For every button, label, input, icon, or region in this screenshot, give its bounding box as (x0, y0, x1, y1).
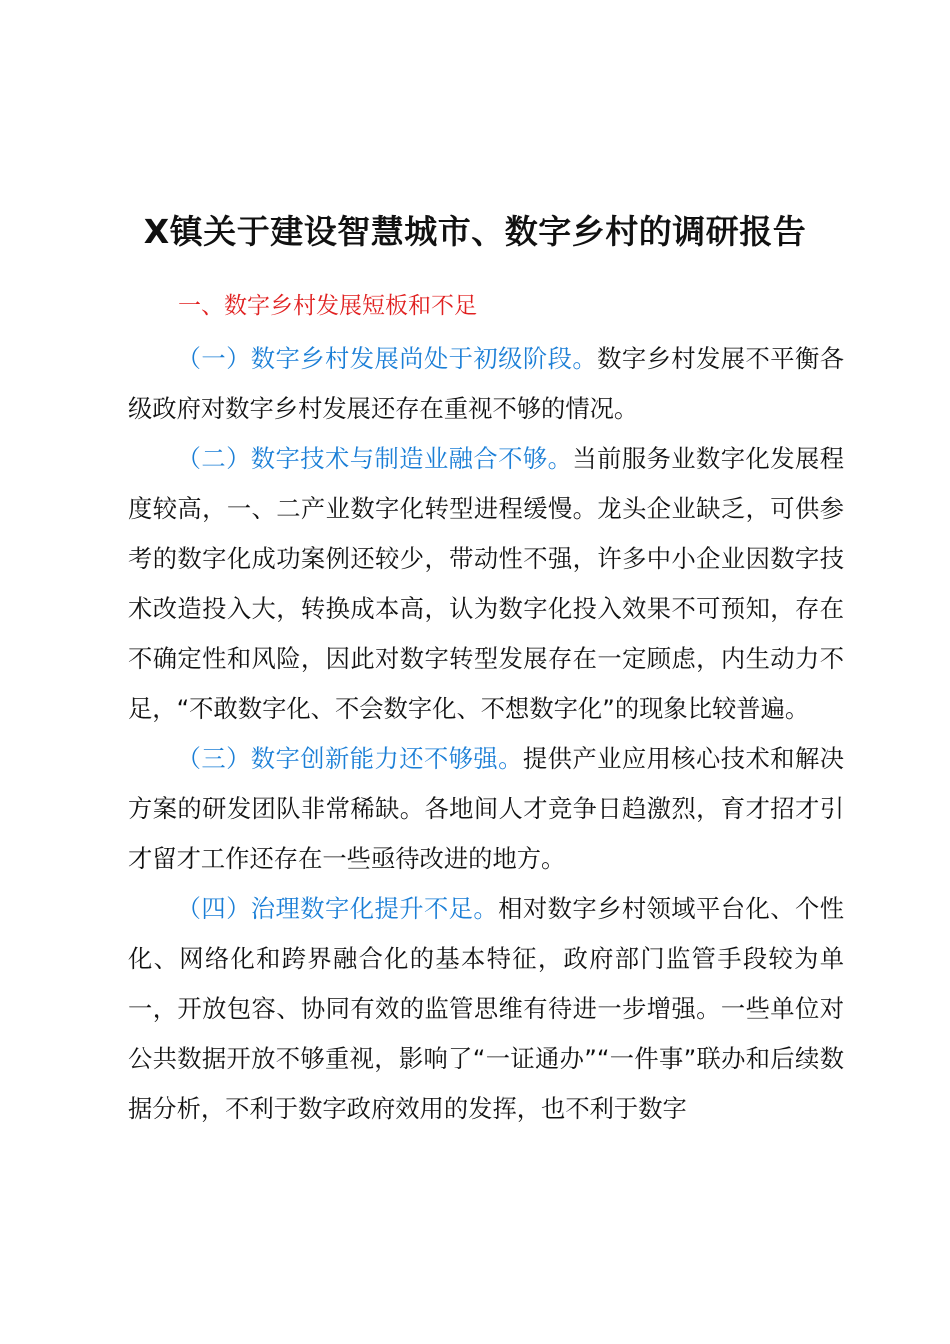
paragraph-3 (128, 734, 844, 884)
paragraph-3-text: 提供产业应用核心技术和解决方案的研发团队非常稀缺。各地间人才竞争日趋激烈，育才招才引才留才工作还存在一些亟待改进的地方。 (128, 744, 845, 873)
paragraph-1 (128, 334, 844, 434)
paragraph-2 (128, 434, 844, 734)
section-heading: 一、数字乡村发展短板和不足 (178, 293, 477, 319)
paragraph-4 (128, 884, 844, 1134)
document-body (128, 334, 844, 1134)
subheading-2: （二）数字技术与制造业融合不够。 (176, 444, 573, 473)
subheading-4: （四）治理数字化提升不足。 (176, 894, 499, 923)
subheading-3: （三）数字创新能力还不够强。 (176, 744, 523, 773)
paragraph-4-text: 相对数字乡村领域平台化、个性化、网络化和跨界融合化的基本特征，政府部门监管手段较为单一，开放包容、协同有效的监管思维有待进一步增强。一些单位对公共数据开放不够重视，影响了“一证通办”“一件事”联办和后续数据分析，不利于数字政府效用的发挥，也不利于数字 (128, 894, 845, 1123)
paragraph-2-text: 当前服务业数字化发展程度较高，一、二产业数字化转型进程缓慢。龙头企业缺乏，可供参考的数字化成功案例还较少，带动性不强，许多中小企业因数字技术改造投入大，转换成本高，认为数字化投入效果不可预知，存在不确定性和风险，因此对数字转型发展存在一定顾虑，内生动力不足，“不敢数字化、不会数字化、不想数字化”的现象比较普遍。 (128, 444, 845, 723)
paragraph-1-text: 数字乡村发展不平衡各级政府对数字乡村发展还存在重视不够的情况。 (128, 344, 845, 423)
document-title: X镇关于建设智慧城市、数字乡村的调研报告 (143, 212, 807, 251)
subheading-1: （一）数字乡村发展尚处于初级阶段。 (176, 344, 598, 373)
